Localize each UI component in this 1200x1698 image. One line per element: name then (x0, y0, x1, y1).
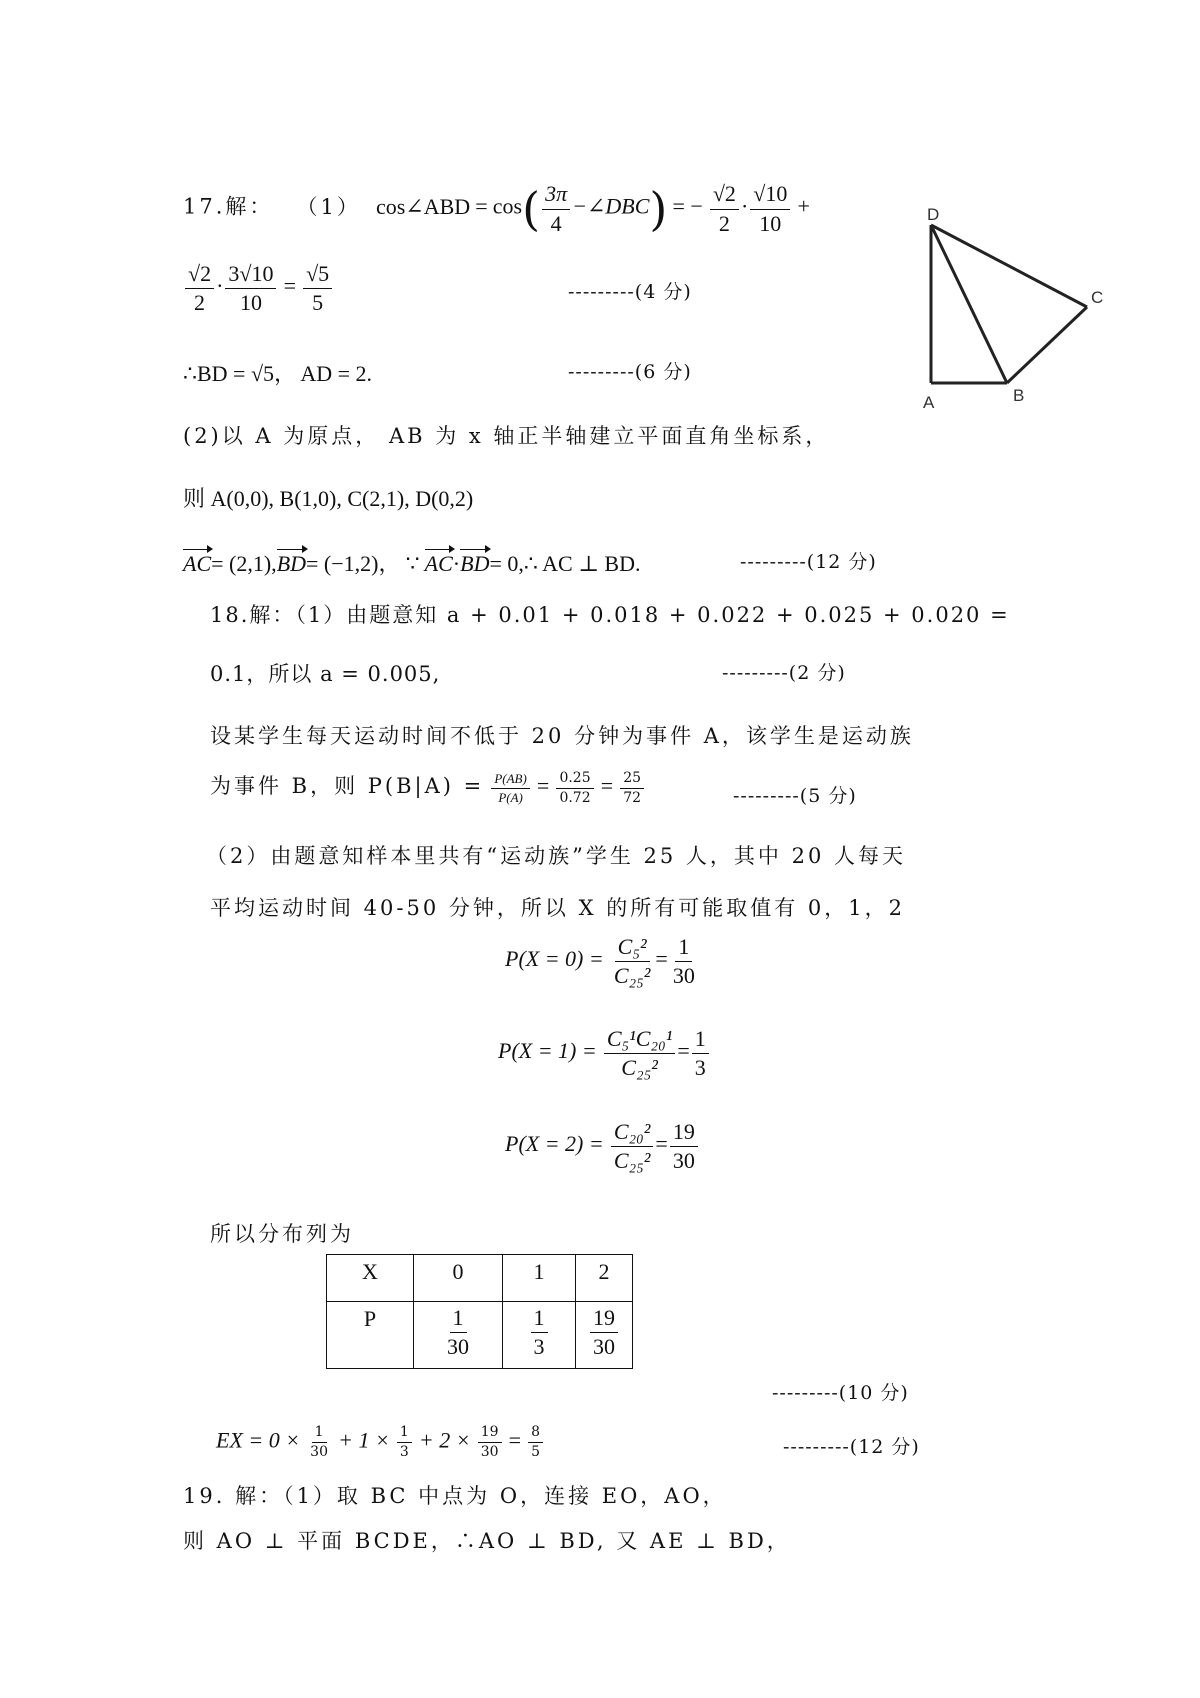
equals-minus: = − (672, 193, 703, 219)
label-c: C (1091, 288, 1104, 307)
fraction-sqrt2-2: $\frac{√2}{2}$ (185, 262, 214, 315)
score-6: ---------(6 分) (568, 361, 692, 383)
vector-bd: BD (276, 551, 307, 576)
vector-ac: AC (424, 551, 453, 576)
table-row (327, 1302, 633, 1369)
equals: = (475, 193, 488, 219)
expectation-line: EX = 0 × $\frac{1}{30}$ + 1 × $\frac{1}{3}$ + 2 × $\frac{19}{30}$ = $\frac{8}{5}$ (216, 1425, 545, 1461)
score-10: ---------(10 分) (772, 1382, 909, 1404)
plus: + (797, 193, 810, 219)
fraction-c51c201-c252: $\frac{\text{C₅¹C₂₀¹}}{\text{C₂₅²}}$ (604, 1027, 675, 1080)
fraction-19-30: $\frac{19}{30}$ (670, 1120, 698, 1173)
problem-18-line-2: 0.1，所以 a = 0.005, (210, 662, 441, 686)
problem-18-line-1: 18.解：（1）由题意知 a + 0.01 + 0.018 + 0.022 + 0.025 + 0.020 = (210, 603, 1010, 627)
problem-17-line-3: ∴BD = √5， AD = 2. (183, 361, 373, 386)
score-12: ---------(12 分) (783, 1436, 920, 1458)
fraction-sqrt2-2: $\frac{√2}{2}$ (710, 182, 739, 235)
problem-19-line-1: 19. 解：（1）取 BC 中点为 O，连接 EO，AO， (183, 1484, 727, 1508)
label-b: B (1013, 386, 1025, 405)
vector-ac: AC (183, 551, 212, 576)
label-a: A (923, 393, 935, 412)
minus-angle-dbc: −∠DBC (572, 193, 650, 219)
label-d: D (927, 205, 940, 224)
cos-abd: cos∠ABD (375, 193, 471, 219)
part-1-tag: （1） (296, 194, 361, 219)
fraction-c202-c252: $\frac{\text{C₂₀²}}{\text{C₂₅²}}$ (611, 1120, 654, 1173)
part-2-setup: (2)以 A 为原点， AB 为 x 轴正半轴建立平面直角坐标系， (183, 424, 830, 448)
table-cell: $\frac{1}{30}$ (414, 1302, 503, 1369)
fraction-25-72: $\frac{25}{72}$ (620, 771, 644, 807)
vectors-line (183, 547, 640, 578)
diagonal-db (931, 225, 1007, 383)
problem-19-line-2: 则 AO ⊥ 平面 BCDE，∴AO ⊥ BD, 又 AE ⊥ BD， (183, 1529, 791, 1553)
table-cell: 2 (576, 1255, 633, 1302)
fraction-pab-pa: $\frac{P(AB)}{P(A)}$ (491, 772, 529, 806)
score-4: ---------(4 分) (568, 281, 692, 303)
probability-x1: P(X = 1) = $\frac{\text{C₅¹C₂₀¹}}{\text{C₂₅²}}$ = $\frac{1}{3}$ (498, 1027, 711, 1080)
problem-18-line-4: 为事件 B，则 P(B|A) = $\frac{P(AB)}{P(A)}$ = $\frac{0.25}{0.72}$ = $\frac{25}{72}$ (210, 770, 646, 806)
problem-18-line-3: 设某学生每天运动时间不低于 20 分钟为事件 A，该学生是运动族 (210, 724, 914, 748)
table-cell: X (327, 1255, 414, 1302)
problem-17-label: 17.解： (183, 194, 274, 219)
dot: · (216, 273, 224, 299)
cos: cos (492, 193, 523, 219)
edge-dc (931, 225, 1087, 307)
dot: · (452, 551, 461, 576)
score-5: ---------(5 分) (733, 785, 857, 807)
table-cell: 0 (414, 1255, 503, 1302)
distribution-table (326, 1254, 633, 1369)
fraction-c52-c252: $\frac{\text{C₅²}}{\text{C₂₅²}}$ (613, 934, 651, 989)
left-paren: ( (522, 182, 541, 236)
right-paren: ) (649, 182, 668, 236)
table-cell: $\frac{19}{30}$ (576, 1302, 633, 1369)
edge-bc (1007, 307, 1087, 383)
table-cell: 1 (503, 1255, 576, 1302)
part-2-line-1: （2）由题意知样本里共有“运动族”学生 25 人，其中 20 人每天 (206, 844, 906, 868)
dot: · (740, 193, 749, 219)
conditional-probability: 为事件 B，则 P(B|A) = (210, 774, 485, 798)
distribution-intro: 所以分布列为 (210, 1222, 354, 1246)
fraction-sqrt5-5: $\frac{√5}{5}$ (303, 262, 332, 315)
problem-17-line-2 (183, 262, 334, 315)
fraction-025-072: $\frac{0.25}{0.72}$ (556, 771, 593, 807)
quadrilateral-figure (905, 195, 1130, 415)
equals: = (283, 273, 296, 299)
vector-bd: BD (460, 551, 490, 576)
part-2-line-2: 平均运动时间 40-50 分钟，所以 X 的所有可能取值有 0，1，2 (210, 896, 905, 920)
fraction-1-3: $\frac{1}{3}$ (692, 1027, 709, 1080)
perpendicular-conclusion: = 0,∴ AC ⊥ BD. (489, 551, 641, 576)
because-symbol: ∵ (405, 551, 420, 576)
score-2: ---------(2 分) (722, 662, 846, 684)
probability-x0: P(X = 0) = $\frac{\text{C₅²}}{\text{C₂₅²}}$ = $\frac{1}{30}$ (505, 935, 700, 988)
fraction-3sqrt10-10: $\frac{3√10}{10}$ (225, 262, 276, 315)
fraction-sqrt10-10: $\frac{√10}{10}$ (750, 182, 790, 235)
table-cell: $\frac{1}{3}$ (503, 1302, 576, 1369)
score-12: ---------(12 分) (740, 551, 877, 573)
fraction-3pi-4: $\frac{3\pi}{4}$ (542, 182, 570, 235)
vector-ac-value: = (2,1), (211, 551, 277, 576)
coordinates: 则 A(0,0), B(1,0), C(2,1), D(0,2) (183, 486, 474, 511)
fraction-1-30: $\frac{1}{30}$ (672, 934, 695, 989)
table-cell: P (327, 1302, 414, 1369)
probability-x2: P(X = 2) = $\frac{\text{C₂₀²}}{\text{C₂₅²}}$ = $\frac{19}{30}$ (505, 1120, 700, 1173)
vector-bd-value: = (−1,2)， (306, 551, 401, 576)
problem-17-line-1 (183, 182, 810, 236)
table-row (327, 1255, 633, 1302)
